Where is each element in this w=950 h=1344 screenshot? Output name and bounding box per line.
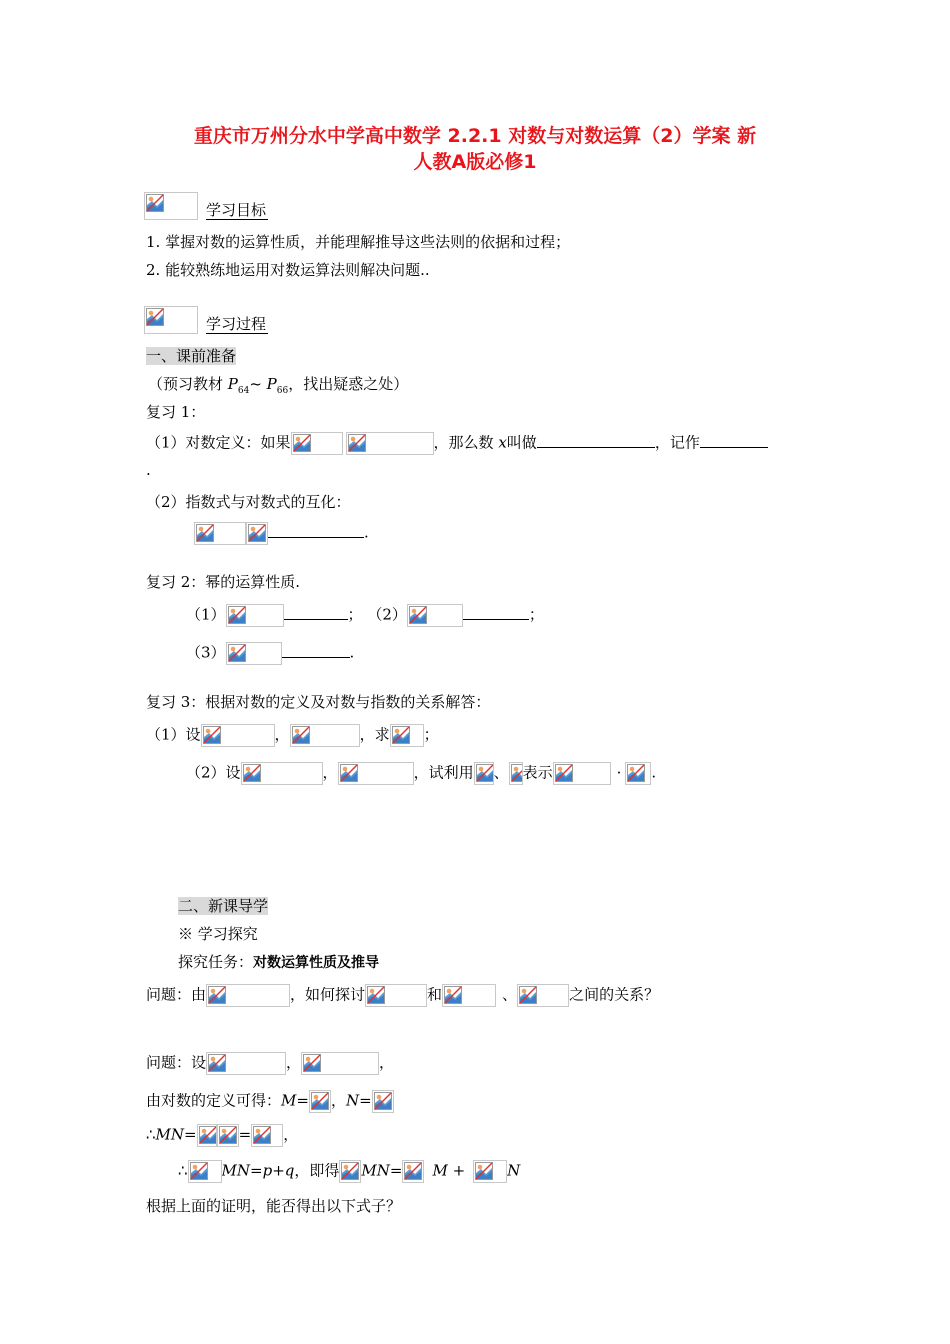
objectives-heading-row xyxy=(144,192,268,220)
formula-image xyxy=(194,522,246,545)
formula-image xyxy=(206,984,290,1007)
formula-image xyxy=(625,762,651,785)
broken-image-icon xyxy=(444,986,462,1004)
formula-image xyxy=(553,762,611,785)
formula-image xyxy=(197,1124,217,1147)
document-title-line-2: 人教A版必修1 xyxy=(413,151,537,173)
formula-image xyxy=(517,984,569,1007)
process-banner-image xyxy=(144,306,198,334)
formula-image xyxy=(509,762,523,785)
broken-image-icon xyxy=(292,726,310,744)
section1-heading: 一、课前准备 xyxy=(146,347,237,365)
broken-image-icon xyxy=(190,1162,208,1180)
broken-image-icon xyxy=(208,986,226,1004)
review-2-row-2: （3） . xyxy=(186,642,354,665)
process-heading: 学习过程 xyxy=(206,315,267,333)
broken-image-icon xyxy=(228,644,246,662)
exp-log-conversion: . xyxy=(194,522,369,545)
formula-image xyxy=(339,1160,361,1183)
broken-image-icon xyxy=(228,606,246,624)
answer-blank[interactable] xyxy=(700,433,768,448)
broken-image-icon xyxy=(303,1054,321,1072)
question-2: 问题：设 ， ， xyxy=(146,1052,394,1075)
broken-image-icon xyxy=(511,764,523,782)
broken-image-icon xyxy=(219,1126,237,1144)
review-1-dot: . xyxy=(146,461,151,479)
formula-image xyxy=(226,642,282,665)
formula-image xyxy=(290,724,360,747)
formula-image xyxy=(241,762,323,785)
objective-item-1: 1. 掌握对数的运算性质，并能理解推导这些法则的依据和过程； xyxy=(146,233,571,251)
broken-image-icon xyxy=(203,726,221,744)
formula-image xyxy=(474,762,494,785)
log-sum-line: ∴ MN=p+q，即得 MN= M + N xyxy=(178,1160,520,1183)
explore-task: 探究任务：对数运算性质及推导 xyxy=(178,953,380,971)
broken-image-icon xyxy=(243,764,261,782)
broken-image-icon xyxy=(340,764,358,782)
review-1-question-1: （1）对数定义：如果 ，那么数 x叫做 ，记作 xyxy=(146,432,768,455)
broken-image-icon xyxy=(476,764,494,782)
broken-image-icon xyxy=(404,1162,422,1180)
formula-image xyxy=(188,1160,222,1183)
formula-image xyxy=(402,1160,424,1183)
formula-image xyxy=(201,724,275,747)
broken-image-icon xyxy=(146,194,164,212)
answer-blank[interactable] xyxy=(284,605,348,620)
formula-image xyxy=(442,984,496,1007)
answer-blank[interactable] xyxy=(463,605,529,620)
formula-image xyxy=(390,724,424,747)
formula-image xyxy=(301,1052,379,1075)
review-1-label: 复习 1： xyxy=(146,403,206,421)
broken-image-icon xyxy=(627,764,645,782)
broken-image-icon xyxy=(199,1126,217,1144)
broken-image-icon xyxy=(555,764,573,782)
broken-image-icon xyxy=(374,1092,392,1110)
objectives-banner-image xyxy=(144,192,198,220)
broken-image-icon xyxy=(367,986,385,1004)
preview-note: （预习教材 $P_{64}\sim$ $P_{66}$，找出疑惑之处） xyxy=(148,375,409,396)
broken-image-icon xyxy=(475,1162,493,1180)
broken-image-icon xyxy=(348,434,366,452)
objectives-heading: 学习目标 xyxy=(206,201,267,219)
objective-item-2: 2. 能较熟练地运用对数运算法则解决问题.. xyxy=(146,261,430,279)
review-3-question-2: （2）设 ， ，试利用 、 表示 · . xyxy=(186,762,656,785)
broken-image-icon xyxy=(519,986,537,1004)
answer-blank[interactable] xyxy=(268,523,364,538)
conclusion-question: 根据上面的证明，能否得出以下式子？ xyxy=(146,1197,402,1215)
broken-image-icon xyxy=(253,1126,271,1144)
broken-image-icon xyxy=(248,524,266,542)
review-3-label: 复习 3：根据对数的定义及对数与指数的关系解答： xyxy=(146,693,491,711)
formula-image xyxy=(473,1160,507,1183)
formula-image xyxy=(226,604,284,627)
formula-image xyxy=(372,1090,394,1113)
mn-product-line: ∴MN= = ， xyxy=(146,1124,298,1147)
formula-image xyxy=(407,604,463,627)
broken-image-icon xyxy=(409,606,427,624)
broken-image-icon xyxy=(293,434,311,452)
answer-blank[interactable] xyxy=(537,433,655,448)
review-3-question-1: （1）设 ， ，求 ； xyxy=(146,724,439,747)
broken-image-icon xyxy=(208,1054,226,1072)
explore-label: ※ 学习探究 xyxy=(178,925,258,943)
formula-image xyxy=(365,984,427,1007)
formula-image xyxy=(206,1052,286,1075)
document-title-line-1: 重庆市万州分水中学高中数学 2.2.1 对数与对数运算（2）学案 新 xyxy=(193,125,757,147)
question-1: 问题：由 ，如何探讨 和 、 之间的关系？ xyxy=(146,984,659,1007)
formula-image xyxy=(346,432,434,455)
formula-image xyxy=(246,522,268,545)
formula-image xyxy=(291,432,343,455)
answer-blank[interactable] xyxy=(282,643,350,658)
broken-image-icon xyxy=(196,524,214,542)
broken-image-icon xyxy=(341,1162,359,1180)
process-heading-row xyxy=(144,306,268,334)
broken-image-icon xyxy=(146,308,164,326)
review-1-question-2: （2）指数式与对数式的互化： xyxy=(146,493,351,511)
section2-heading: 二、新课导学 xyxy=(178,897,269,915)
broken-image-icon xyxy=(311,1092,329,1110)
review-2-row-1: （1） ； （2） ； xyxy=(186,604,544,627)
formula-image xyxy=(338,762,414,785)
review-2-label: 复习 2：幂的运算性质. xyxy=(146,573,301,591)
formula-image xyxy=(217,1124,239,1147)
formula-image xyxy=(309,1090,331,1113)
broken-image-icon xyxy=(392,726,410,744)
definition-line: 由对数的定义可得：M= ，N= xyxy=(146,1090,394,1113)
formula-image xyxy=(251,1124,283,1147)
